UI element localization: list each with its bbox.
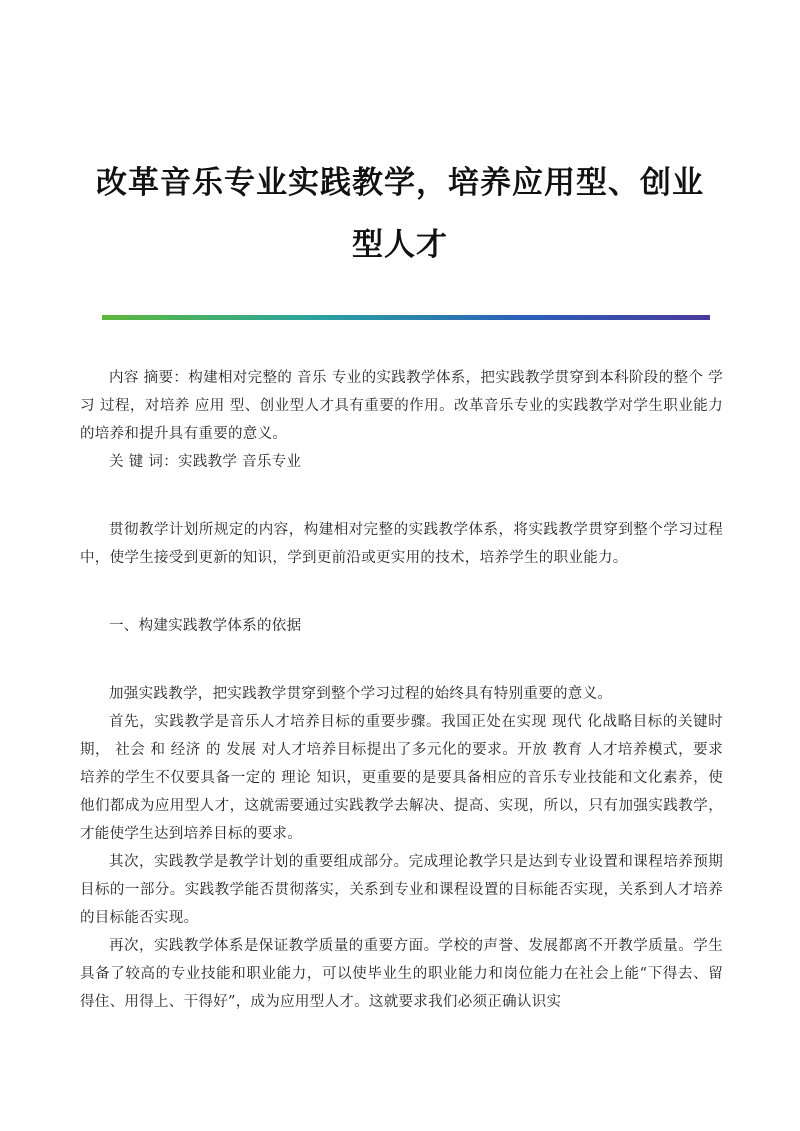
intro-paragraph: 贯彻教学计划所规定的内容，构建相对完整的实践教学体系，将实践教学贯穿到整个学习过程中，使学生接受到更新的知识，学到更前沿或更实用的技术，培养学生的职业能力。: [80, 522, 723, 566]
title-divider: [102, 315, 710, 320]
section1-paragraph-4: 再次，实践教学体系是保证教学质量的重要方面。学校的声誉、发展都离不开教学质量。学生具备了较高的专业技能和职业能力，可以使毕业生的职业能力和岗位能力在社会上能“下得去、留得住、用得上、干得好”，成为应用型人才。这就要求我们必须正确认识实: [80, 938, 723, 1010]
title-line-2: 型人才: [352, 227, 448, 263]
keywords-line: 关 键 词：实践教学 音乐专业: [109, 454, 302, 470]
abstract-paragraph: 内容 摘要：构建相对完整的 音乐 专业的实践教学体系，把实践教学贯穿到本科阶段的整个 学习 过程，对培养 应用 型、创业型人才具有重要的作用。改革音乐专业的实践教学对学生职业能力的培养和提升具有重要的意义。: [80, 370, 723, 442]
title-line-1: 改革音乐专业实践教学，培养应用型、创业: [96, 165, 704, 201]
section1-paragraph-2: 首先，实践教学是音乐人才培养目标的重要步骤。我国正处在实现 现代 化战略目标的关键时期， 社会 和 经济 的 发展 对人才培养目标提出了多元化的要求。开放 教育 人才培养模式，要求培养的学生不仅要具备一定的 理论 知识，更重要的是要具备相应的音乐专业技能和文化素养，使他们都成为应用型人才，这就需要通过实践教学去解决、提高、实现，所以，只有加强实践教学，才能使学生达到培养目标的要求。: [80, 714, 723, 842]
section1-paragraph-1: 加强实践教学，把实践教学贯穿到整个学习过程的始终具有特别重要的意义。: [109, 686, 613, 702]
section1-paragraph-3: 其次，实践教学是教学计划的重要组成部分。完成理论教学只是达到专业设置和课程培养预期目标的一部分。实践教学能否贯彻落实，关系到专业和课程设置的目标能否实现，关系到人才培养的目标能否实现。: [80, 854, 723, 926]
section-heading-1: 一、构建实践教学体系的依据: [109, 618, 302, 634]
document-title: [0, 152, 800, 276]
document-body: [80, 364, 723, 1016]
